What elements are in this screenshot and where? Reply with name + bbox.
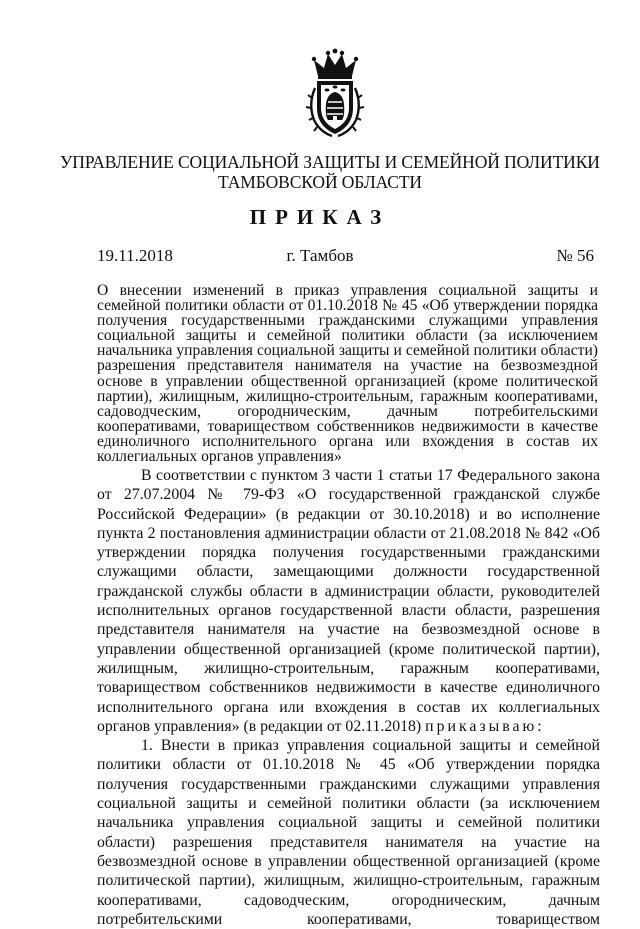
organization-name-line2: ТАМБОВСКОЙ ОБЛАСТИ xyxy=(218,172,422,192)
order-subject: О внесении изменений в приказ управления социальной защиты и семейной политики области от 01.10.2018 № 45 «Об утверждении порядка получения государственными гражданскими служащими управления социальной защиты и семейной политики области (за исключением начальника управления социальной защиты и семейной политики области) разрешения представителя нанимателя на участие на безвозмездной основе в управлении общественной организацией (кроме политической партии), жилищным, жилищно-строительным, гаражным кооперативами, садоводческим, огородническим, дачным потребительскими кооперативами, товариществом собственников недвижимости в качестве единоличного исполнительного органа или вхождения в состав их коллегиальных органов управления» xyxy=(97,282,598,466)
item-1-paragraph: 1. Внести в приказ управления социальной защиты и семейной политики области от 01.10.2018 № 45 «Об утверждении порядка получения государственными гражданскими служащими управления социальной защиты и семейной политики области (за исключением начальника управления социальной защиты и семейной политики области) разрешения представителя нанимателя на участие на безвозмездной основе в управлении общественной организацией (кроме политической партии), жилищным, жилищно-строительным, гаражным кооперативами, садоводческим, огородническим, дачным потребительскими кооперативами, товариществом xyxy=(97,737,600,928)
order-word: приказываю: xyxy=(425,717,545,735)
order-city: г. Тамбов xyxy=(286,246,354,265)
preamble-text: В соответствии с пунктом 3 части 1 статьи 17 Федерального закона от 27.07.2004 № 79-ФЗ «О государственной гражданской службе Российской Федерации» (в редакции от 30.10.2018) и во исполнение пункта 2 постановления администрации области от 21.08.2018 № 842 «Об утверждении порядка получения государственными гражданскими служащими области, замещающими должности государственной гражданской службы области в администрации области, руководителей исполнительных органов государственной власти области, разрешения представителя нанимателя на участие на безвозмездной основе в управлении общественной организацией (кроме политической партии), жилищным, жилищно-строительным, гаражным кооперативами, товариществом собственников недвижимости в качестве единоличного исполнительного органа или вхождения в состав их коллегиальных органов управления» (в редакции от 02.11.2018) xyxy=(97,467,600,735)
document-title: ПРИКАЗ xyxy=(249,205,391,229)
order-body xyxy=(97,466,600,929)
tambov-coat-of-arms-icon xyxy=(304,48,366,140)
order-number: № 56 xyxy=(556,246,594,265)
organization-name-line1: УПРАВЛЕНИЕ СОЦИАЛЬНОЙ ЗАЩИТЫ И СЕМЕЙНОЙ ПОЛИТИКИ xyxy=(60,152,600,172)
preamble-paragraph xyxy=(97,466,600,736)
order-date: 19.11.2018 xyxy=(97,246,173,265)
